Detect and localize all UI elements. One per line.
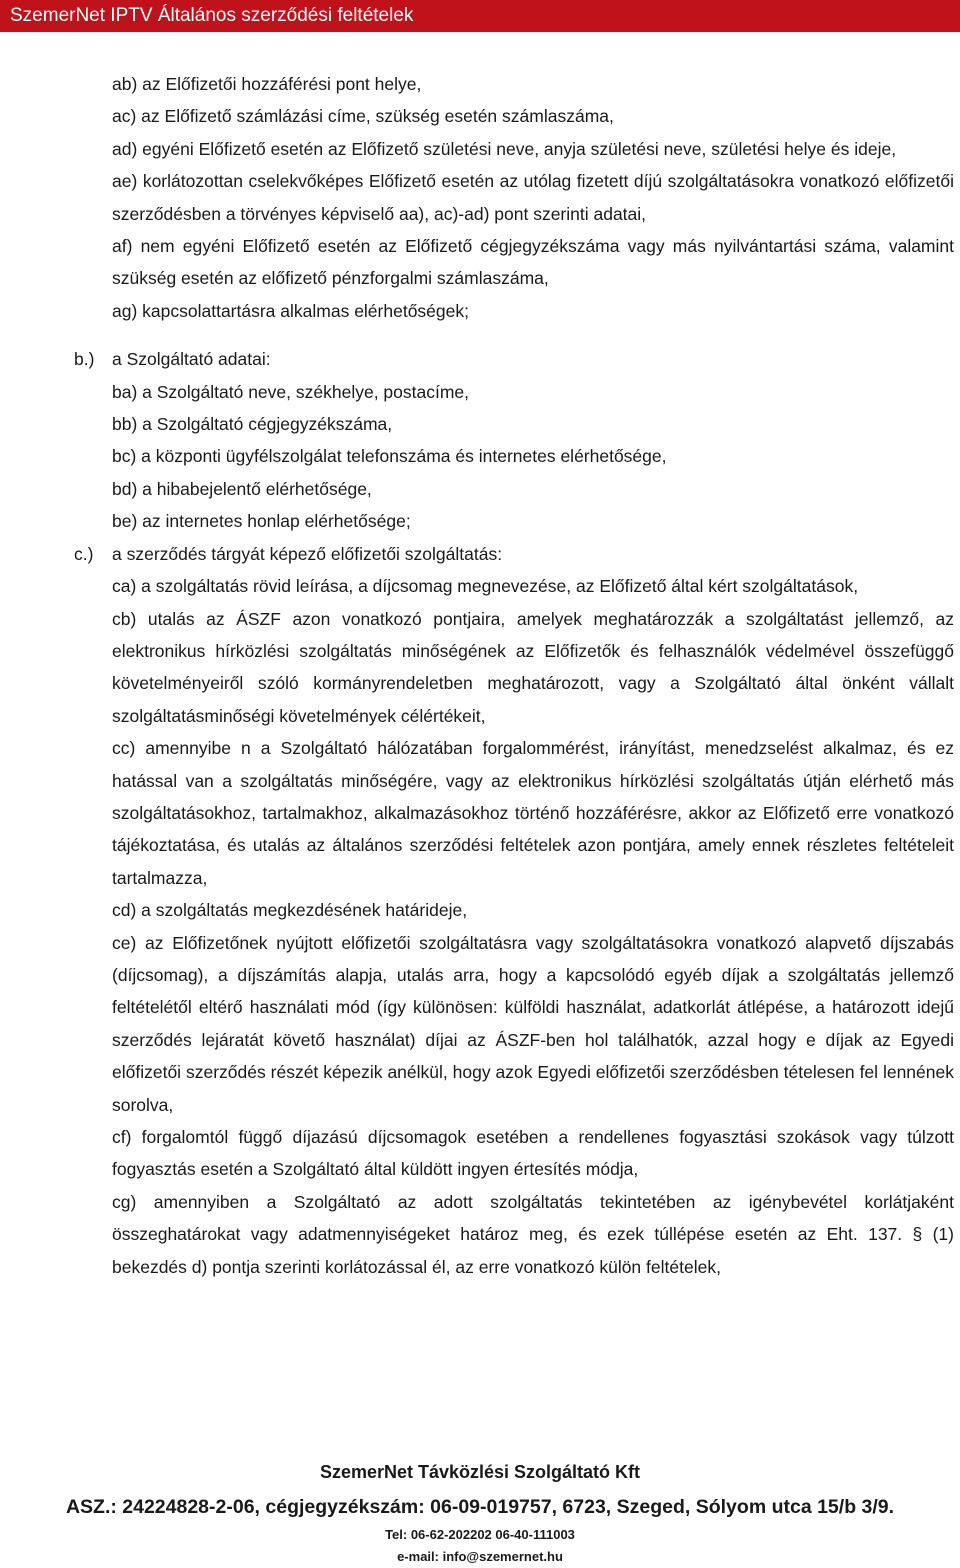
list-item: ce) az Előfizetőnek nyújtott előfizetői szolgáltatásra vagy szolgáltatásokra vonatkozó alapvető díjszabás (díjcsomag), a díjszámítás alapja, utalás arra, hogy a kapcsolódó egyéb díjak a szolgáltatás jellemző feltételétől eltérő használati mód (így különösen: külföldi használat, adatkorlát átlépése, a határozott idejű szerződés lejáratát követő használat) díjai az ÁSZF-ben hol találhatók, azzal hogy e díjak az Egyedi előfizetői szerződés részét képezik anélkül, hogy azok Egyedi előfizetői szerződésben tételesen fel lennének sorolva, <box>112 932 954 1115</box>
list-item: ab) az Előfizetői hozzáférési pont helye, <box>112 74 422 94</box>
document-body <box>0 68 960 1283</box>
section-c <box>0 538 960 1283</box>
list-item: af) nem egyéni Előfizető esetén az Előfizető cégjegyzékszáma vagy más nyilvántartási száma, valamint szükség esetén az előfizető pénzforgalmi számlaszáma, <box>112 236 954 289</box>
page-header <box>0 0 960 32</box>
list-item: bb) a Szolgáltató cégjegyzékszáma, <box>112 414 393 435</box>
list-item: ba) a Szolgáltató neve, székhelye, postacíme, <box>112 381 470 402</box>
list-item: cf) forgalomtól függő díjazású díjcsomagok esetében a rendellenes fogyasztási szokások vagy túlzott fogyasztás esetén a Szolgáltató által küldött ingyen értesítés módja, <box>112 1127 954 1180</box>
list-item: ae) korlátozottan cselekvőképes Előfizető esetén az utólag fizetett díjú szolgáltatásokra vonatkozó előfizetői szerződésben a törvényes képviselő aa), ac)-ad) pont szerinti adatai, <box>112 171 954 224</box>
section-heading <box>0 343 960 375</box>
list-item: cb) utalás az ÁSZF azon vonatkozó pontjaira, amelyek meghatározzák a szolgáltatást jellemző, az elektronikus hírközlési szolgáltatás minőségének az Előfizetők és felhasználók védelmével összefüggő követelményeiről szóló kormányrendeletben meghatározott, vagy a Szolgáltató által önként vállalt szolgáltatásminőségi követelmények célértékeit, <box>112 608 954 726</box>
list-item: bd) a hibabejelentő elérhetősége, <box>112 478 372 499</box>
list-item: ad) egyéni Előfizető esetén az Előfizető születési neve, anyja születési neve, születési helye és ideje, <box>112 138 897 159</box>
document-title: SzemerNet IPTV Általános szerződési feltételek <box>10 5 414 26</box>
list-item: cg) amennyiben a Szolgáltató az adott szolgáltatás tekintetében az igénybevétel korlátjaként összeghatárokat vagy adatmennyiségeket határoz meg, és ezek túllépése esetén az Eht. 137. § (1) bekezdés d) pontja szerinti korlátozással él, az erre vonatkozó külön feltételek, <box>112 1191 954 1277</box>
section-title: a Szolgáltató adatai: <box>112 349 271 370</box>
footer-email: e-mail: info@szemernet.hu <box>397 1549 563 1564</box>
section-a-list <box>0 68 960 327</box>
list-item: bc) a központi ügyfélszolgálat telefonszáma és internetes elérhetősége, <box>112 446 667 467</box>
list-item: ag) kapcsolattartásra alkalmas elérhetőségek; <box>112 300 469 321</box>
list-item: be) az internetes honlap elérhetősége; <box>112 511 411 532</box>
list-item: ac) az Előfizető számlázási címe, szükség esetén számlaszáma, <box>112 106 614 127</box>
section-label: b.) <box>74 349 95 370</box>
section-label: c.) <box>74 543 94 564</box>
footer-phone: Tel: 06-62-202202 06-40-111003 <box>385 1527 575 1542</box>
footer-company: SzemerNet Távközlési Szolgáltató Kft <box>319 1462 641 1482</box>
list-item: cc) amennyibe n a Szolgáltató hálózatában forgalommérést, irányítást, menedzselést alkalmaz, és ez hatással van a szolgáltatás minőségére, vagy az elektronikus hírközlési szolgáltatás útján elérhető más szolgáltatásokhoz, tartalmakhoz, alkalmazásokhoz történő hozzáférésre, akkor az Előfizető erre vonatkozó tájékoztatása, és utalás az általános szerződési feltételek azon pontjára, amely ennek részletes feltételeit tartalmazza, <box>112 738 954 888</box>
list-item: cd) a szolgáltatás megkezdésének határideje, <box>112 900 468 921</box>
section-b <box>0 343 960 537</box>
section-title: a szerződés tárgyát képező előfizetői szolgáltatás: <box>112 543 503 564</box>
list-item: ca) a szolgáltatás rövid leírása, a díjcsomag megnevezése, az Előfizető által kért szolgáltatások, <box>112 576 859 597</box>
footer-registration: ASZ.: 24224828-2-06, cégjegyzékszám: 06-09-019757, 6723, Szeged, Sólyom utca 15/b 3/9. <box>65 1496 895 1518</box>
section-heading <box>0 538 960 570</box>
